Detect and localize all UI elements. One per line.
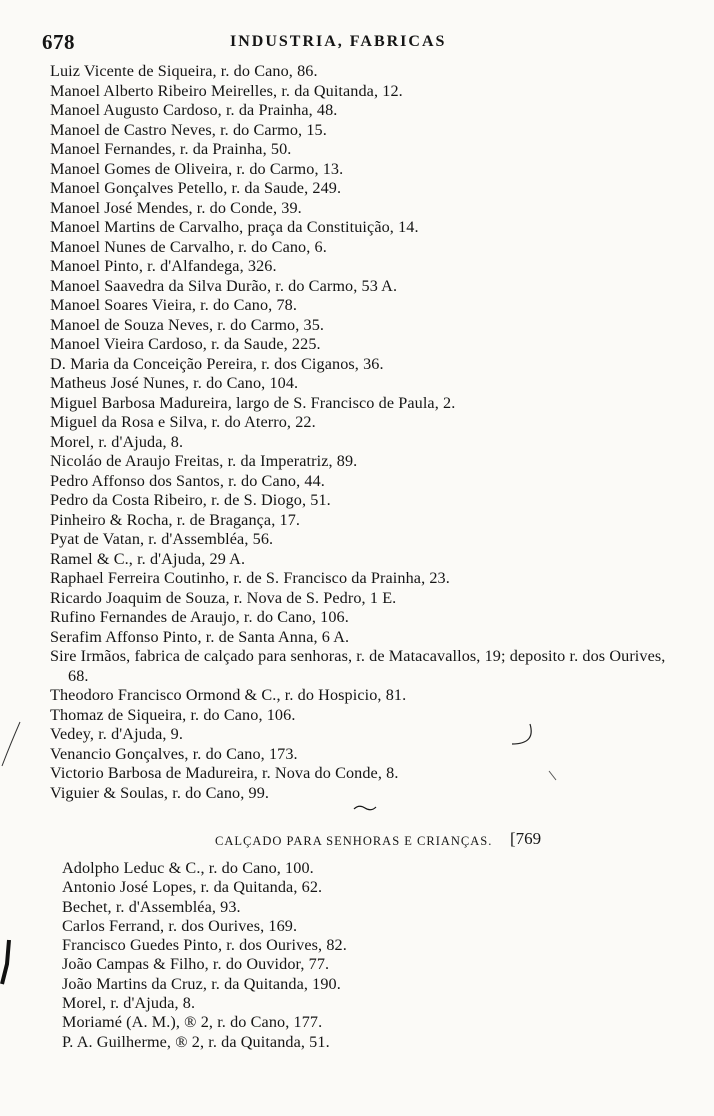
list-item: Ramel & C., r. d'Ajuda, 29 A. (50, 549, 246, 568)
list-item: Pedro da Costa Ribeiro, r. de S. Diogo, 51. (50, 491, 331, 509)
list-item: Manoel José Mendes, r. do Conde, 39. (50, 198, 302, 217)
list-item: Manoel Fernandes, r. da Prainha, 50. (50, 140, 292, 158)
list-item: Theodoro Francisco Ormond & C., r. do Hospicio, 81. (50, 686, 407, 704)
list-item: Manoel Martins de Carvalho, praça da Constituição, 14. (50, 218, 419, 236)
scan-mark (0, 720, 22, 770)
list-item: Vedey, r. d'Ajuda, 9. (50, 725, 183, 743)
list-item: Luiz Vicente de Siqueira, r. do Cano, 86. (50, 62, 318, 80)
list-item: Nicoláo de Araujo Freitas, r. da Imperatriz, 89. (50, 452, 358, 470)
list-item: Rufino Fernandes de Araujo, r. do Cano, 106. (50, 608, 349, 626)
list-item: Francisco Guedes Pinto, r. dos Ourives, 82. (62, 936, 347, 955)
entry-list (50, 62, 690, 803)
list-item: Morel, r. d'Ajuda, 8. (62, 994, 196, 1013)
list-item: Sire Irmãos, fabrica de calçado para senhoras, r. de Matacavallos, 19; deposito r. dos Ourives, 68. (50, 647, 666, 685)
section-entry-list (62, 859, 662, 1052)
running-head: INDUSTRIA, FABRICAS (230, 33, 447, 50)
scan-mark (548, 770, 558, 782)
list-item: Raphael Ferreira Coutinho, r. de S. Francisco da Prainha, 23. (50, 569, 450, 587)
list-item: Viguier & Soulas, r. do Cano, 99. (50, 783, 270, 802)
list-item: D. Maria da Conceição Pereira, r. dos Ciganos, 36. (50, 354, 384, 373)
list-item: Manoel Nunes de Carvalho, r. do Cano, 6. (50, 237, 327, 256)
list-item: Manoel Pinto, r. d'Alfandega, 326. (50, 257, 277, 275)
section-title: CALÇADO PARA SENHORAS E CRIANÇAS. (215, 834, 493, 848)
list-item: Victorio Barbosa de Madureira, r. Nova do Conde, 8. (50, 764, 399, 782)
separator-ornament (353, 803, 377, 813)
page-number: 678 (42, 30, 75, 54)
page-header (42, 30, 492, 56)
list-item: Moriamé (A. M.), ® 2, r. do Cano, 177. (62, 1013, 323, 1032)
list-item: João Martins da Cruz, r. da Quitanda, 190. (62, 974, 341, 993)
list-item: Manoel de Castro Neves, r. do Carmo, 15. (50, 120, 327, 139)
list-item: Manoel Augusto Cardoso, r. da Prainha, 48. (50, 101, 338, 119)
list-item: Manoel Alberto Ribeiro Meirelles, r. da Quitanda, 12. (50, 81, 403, 100)
list-item: Manoel Vieira Cardoso, r. da Saude, 225. (50, 335, 321, 353)
list-item: Miguel da Rosa e Silva, r. do Aterro, 22. (50, 413, 316, 431)
scan-mark (508, 722, 536, 748)
list-item: Manoel Gonçalves Petello, r. da Saude, 249. (50, 179, 342, 197)
list-item: Venancio Gonçalves, r. do Cano, 173. (50, 744, 298, 763)
scan-mark (0, 938, 12, 988)
list-item: Pyat de Vatan, r. d'Assembléa, 56. (50, 530, 274, 548)
list-item: Thomaz de Siqueira, r. do Cano, 106. (50, 705, 296, 724)
list-item: Pedro Affonso dos Santos, r. do Cano, 44. (50, 471, 325, 490)
list-item: Manoel de Souza Neves, r. do Carmo, 35. (50, 315, 325, 334)
list-item: Carlos Ferrand, r. dos Ourives, 169. (62, 916, 298, 935)
list-item: Manoel Soares Vieira, r. do Cano, 78. (50, 296, 297, 314)
list-item: Manoel Gomes de Oliveira, r. do Carmo, 13. (50, 159, 344, 178)
list-item: Antonio José Lopes, r. da Quitanda, 62. (62, 878, 323, 897)
list-item: João Campas & Filho, r. do Ouvidor, 77. (62, 955, 330, 974)
list-item: Morel, r. d'Ajuda, 8. (50, 432, 184, 451)
list-item: Pinheiro & Rocha, r. de Bragança, 17. (50, 510, 301, 529)
section-number: [769 (510, 829, 542, 848)
list-item: P. A. Guilherme, ® 2, r. da Quitanda, 51. (62, 1032, 330, 1051)
list-item: Ricardo Joaquim de Souza, r. Nova de S. Pedro, 1 E. (50, 588, 397, 607)
list-item: Miguel Barbosa Madureira, largo de S. Francisco de Paula, 2. (50, 393, 456, 412)
list-item: Matheus José Nunes, r. do Cano, 104. (50, 374, 299, 392)
list-item: Manoel Saavedra da Silva Durão, r. do Carmo, 53 A. (50, 276, 398, 295)
list-item: Adolpho Leduc & C., r. do Cano, 100. (62, 859, 314, 877)
list-item: Bechet, r. d'Assembléa, 93. (62, 897, 241, 916)
list-item: Serafim Affonso Pinto, r. de Santa Anna, 6 A. (50, 627, 350, 646)
